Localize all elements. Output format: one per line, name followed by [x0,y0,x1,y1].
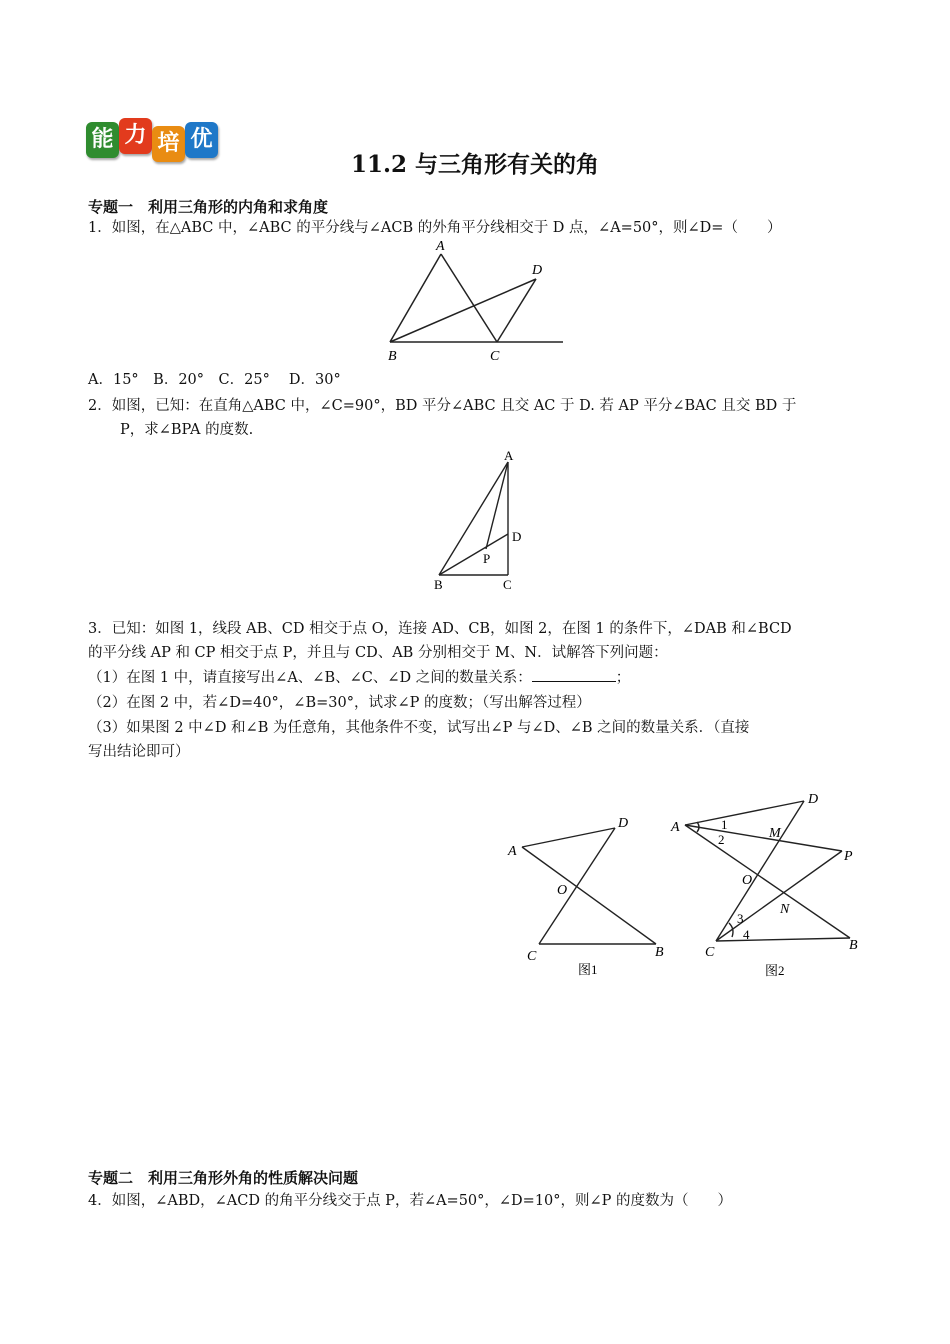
q3f2-label-1: 1 [721,817,728,832]
q3f2-label-m: M [769,826,781,841]
question-1-text: 1．如图，在△ABC 中，∠ABC 的平分线与∠ACB 的外角平分线相交于 D 点，∠A=50°，则∠D=（ ） [88,220,782,236]
question-3-sub-2: （2）在图 2 中，若∠D=40°，∠B=30°，试求∠P 的度数；（写出解答过程） [88,695,591,711]
question-3-line-2: 的平分线 AP 和 CP 相交于点 P，并且与 CD、AB 分别相交于 M、N．试解答下列问题： [88,645,668,661]
question-3-sub-3-line-2: 写出结论即可） [88,744,190,760]
q3f2-label-4: 4 [743,927,750,942]
q1-label-c: C [490,349,500,364]
figure-q3-2 [665,785,870,985]
q3f2-label-p: P [844,849,853,864]
figure-q3-1 [500,810,680,985]
question-3-sub-1-end: ； [615,670,631,686]
question-2-line-1: 2．如图，已知：在直角△ABC 中，∠C=90°，BD 平分∠ABC 且交 AC 于 D. 若 AP 平分∠BAC 且交 BD 于 [88,398,797,414]
question-3-line-1: 3．已知：如图 1，线段 AB、CD 相交于点 O，连接 AD、CB，如图 2，在图 1 的条件下，∠DAB 和∠BCD [88,621,792,637]
section-heading-1: 专题一 利用三角形的内角和求角度 [88,198,329,216]
q3f1-label-d: D [618,816,629,831]
q3f1-caption: 图1 [578,962,598,977]
answer-blank [532,667,616,682]
q3f2-label-b: B [849,938,858,953]
q3f2-label-2: 2 [718,832,725,847]
q3f2-label-3: 3 [737,911,744,926]
logo-tile-4: 优 [185,122,218,158]
q1-label-b: B [388,349,397,364]
q3f2-label-o: O [742,873,753,888]
q3f2-label-d: D [808,792,819,807]
figure-q1 [380,236,580,366]
logo-tile-3: 培 [152,126,185,162]
q1-label-a: A [436,239,445,254]
question-2-line-2: P，求∠BPA 的度数. [120,422,254,438]
q3f1-label-b: B [655,945,664,960]
q2-label-b: B [434,577,443,592]
q3f2-caption: 图2 [765,963,785,978]
q3f2-label-a: A [671,820,680,835]
q3f1-label-o: O [557,883,568,898]
question-1-options: A．15° B．20° C．25° D．30° [88,372,341,388]
q3f2-label-c: C [705,945,715,960]
q3f1-label-c: C [527,949,537,964]
q3f1-label-a: A [508,844,517,859]
question-4-text: 4．如图，∠ABD，∠ACD 的角平分线交于点 P，若∠A=50°，∠D=10°，则∠P 的度数为（ ） [88,1193,733,1209]
q2-label-d: D [512,529,522,544]
q2-label-p: P [483,551,491,566]
logo-tile-2: 力 [119,118,152,154]
page-title: 11.2 与三角形有关的角 [350,151,600,178]
section-heading-2: 专题二 利用三角形外角的性质解决问题 [88,1169,359,1187]
figure-q2 [428,446,528,596]
question-3-sub-3-line-1: （3）如果图 2 中∠D 和∠B 为任意角，其他条件不变，试写出∠P 与∠D、∠B 之间的数量关系．（直接 [88,720,750,736]
q3f2-label-n: N [780,902,790,917]
question-3-sub-1-text: （1）在图 1 中，请直接写出∠A、∠B、∠C、∠D 之间的数量关系： [88,670,532,686]
logo-tile-1: 能 [86,122,119,158]
q2-label-c: C [503,577,512,592]
question-3-sub-1 [88,666,863,690]
q2-label-a: A [504,448,514,463]
q1-label-d: D [532,263,543,278]
